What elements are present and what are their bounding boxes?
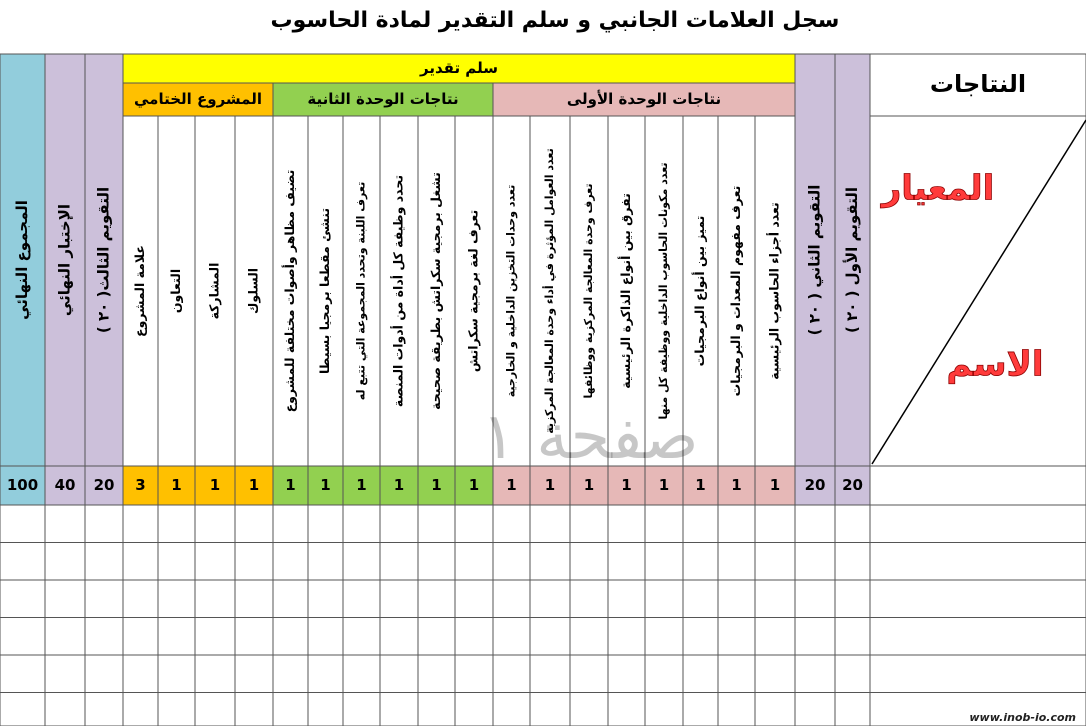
student-grade-cell [455,543,493,581]
student-grade-cell [273,580,308,618]
weight-value: 1 [285,476,296,494]
student-grade-cell [380,505,418,543]
student-grade-cell [308,655,343,693]
student-grade-cell [235,543,273,581]
student-grade-cell [530,655,570,693]
student-grade-cell [85,655,123,693]
student-name-cell [870,655,1086,693]
student-grade-cell [570,580,608,618]
column-header-label: التعاون [168,268,183,314]
weight-value: 1 [658,476,670,494]
student-grade-cell [530,505,570,543]
student-grade-cell [493,655,530,693]
student-grade-cell [795,655,835,693]
weight-value: 20 [842,476,863,494]
student-grade-cell [683,655,718,693]
student-grade-cell [795,543,835,581]
student-grade-cell [123,543,158,581]
student-grade-cell [380,543,418,581]
student-grade-cell [418,543,455,581]
student-grade-cell [530,543,570,581]
student-grade-cell [308,580,343,618]
student-grade-cell [235,655,273,693]
column-header-label: تعرف وحدة المعالجة المركزية ووظائفها [582,183,595,399]
student-grade-cell [835,505,870,543]
page-title: سجل العلامات الجانبي و سلم التقدير لمادة الحاسوب [270,8,840,33]
student-grade-cell [570,505,608,543]
column-header-label: التقويم الثالث( ٢٠ ) [94,186,113,334]
group-project-label: المشروع الختامي [133,90,263,108]
natajat-label: النتاجات [929,70,1027,98]
student-grade-cell [45,505,85,543]
student-grade-cell [123,580,158,618]
weight-value: 1 [506,476,517,494]
student-grade-cell [158,618,195,656]
weight-value: 20 [804,476,826,494]
student-grade-cell [158,505,195,543]
student-grade-cell [718,618,755,656]
student-grade-cell [235,618,273,656]
student-grade-cell [795,618,835,656]
student-grade-cell [755,505,795,543]
student-grade-cell [755,543,795,581]
student-grade-cell [493,505,530,543]
weight-value: 1 [583,476,595,494]
student-grade-cell [123,655,158,693]
student-grade-cell [455,655,493,693]
student-grade-cell [455,693,493,726]
student-grade-cell [235,693,273,726]
weight-value: 1 [731,476,742,494]
column-header-label: السلوك [245,267,261,315]
student-grade-cell [795,580,835,618]
student-grade-cell [835,580,870,618]
column-header-label: تنشئ مقطعا برمجيا بسيطا [317,207,332,375]
student-grade-cell [380,618,418,656]
student-grade-cell [570,655,608,693]
student-grade-cell [0,543,45,581]
student-grade-cell [195,580,235,618]
student-grade-cell [343,618,380,656]
column-header-label: التقويم الثاني ( ٢٠ ) [805,184,824,336]
student-grade-cell [308,543,343,581]
student-grade-cell [608,580,645,618]
student-grade-cell [380,580,418,618]
weight-value: 1 [468,476,480,494]
student-grade-cell [718,693,755,726]
student-grade-cell [645,580,683,618]
student-grade-cell [195,655,235,693]
name-label: الاسم [946,344,1044,385]
student-grade-cell [835,618,870,656]
student-grade-cell [755,618,795,656]
student-grade-cell [0,505,45,543]
weight-value: 1 [695,476,706,494]
student-grade-cell [418,693,455,726]
student-grade-cell [570,618,608,656]
weight-value: 1 [431,476,442,494]
student-grade-cell [755,580,795,618]
weight-value: 1 [171,476,182,494]
student-grade-cell [755,655,795,693]
column-header-label: تعدد وحدات التخزين الداخلية و الخارجية [504,184,518,398]
student-grade-cell [0,655,45,693]
student-name-cell [870,580,1086,618]
student-grade-cell [608,693,645,726]
student-grade-cell [718,505,755,543]
student-grade-cell [530,580,570,618]
student-grade-cell [0,580,45,618]
student-grade-cell [343,505,380,543]
student-grade-cell [85,543,123,581]
weight-value: 20 [93,476,115,494]
column-header-label: المجموع النهائي [13,200,31,320]
student-grade-cell [308,618,343,656]
column-header-label: تعرف اللبنة وتحدد المجموعة التي تتبع له [354,181,368,401]
weight-value: 100 [6,476,39,494]
weight-value: 1 [544,476,556,494]
weight-value: 40 [54,476,76,494]
student-grade-cell [85,618,123,656]
student-grade-cell [380,655,418,693]
student-grade-cell [683,618,718,656]
student-grade-cell [645,655,683,693]
website-footer: www.inob-io.com [969,711,1076,724]
student-grade-cell [718,543,755,581]
student-grade-cell [273,505,308,543]
student-grade-cell [645,618,683,656]
student-grade-cell [795,693,835,726]
student-grade-cell [683,693,718,726]
column-header-label: المشاركة [206,262,222,320]
student-grade-cell [45,543,85,581]
student-grade-cell [45,580,85,618]
student-grade-cell [455,580,493,618]
student-grade-cell [123,693,158,726]
student-grade-cell [570,543,608,581]
student-grade-cell [493,580,530,618]
column-header-label: علامة المشروع [132,245,147,337]
student-grade-cell [418,655,455,693]
column-header-label: تميز بين أنواع البرمجيات [692,215,707,367]
weight-value: 1 [393,476,405,494]
student-grade-cell [608,505,645,543]
weight-value: 3 [135,476,146,494]
column-header-label: تعرف لغة برمجية سكراتش [465,209,481,373]
column-header-label: التقويم الأول ( ٢٠ ) [843,186,861,334]
student-grade-cell [795,505,835,543]
column-header-label: تعدد أجزاء الحاسوب الرئيسية [766,202,782,380]
group-unit2-label: نتاجات الوحدة الثانية [307,90,459,108]
student-grade-cell [45,655,85,693]
student-grade-cell [85,505,123,543]
student-grade-cell [570,693,608,726]
weight-value: 1 [356,476,367,494]
student-grade-cell [683,580,718,618]
student-grade-cell [455,618,493,656]
column-header-label: تشغل برمجية سكراتش بطريقة صحيحة [428,172,443,410]
student-grade-cell [455,505,493,543]
student-grade-cell [273,693,308,726]
student-grade-cell [343,693,380,726]
column-header-label: تعرف مفهوم المعدات و البرمجيات [728,185,743,397]
page-watermark: صفحة ١ [481,400,699,474]
student-grade-cell [158,543,195,581]
student-grade-cell [195,618,235,656]
student-grade-cell [195,543,235,581]
student-grade-cell [343,580,380,618]
scale-header-label: سلم تقدير [420,59,498,77]
student-grade-cell [418,505,455,543]
student-grade-cell [85,580,123,618]
student-grade-cell [493,543,530,581]
student-grade-cell [645,505,683,543]
name-weight-cell [870,466,1086,505]
column-header-label: تفرق بين أنواع الذاكرة الرئيسية [618,193,633,389]
student-grade-cell [380,693,418,726]
student-grade-cell [608,618,645,656]
student-grade-cell [308,693,343,726]
student-grade-cell [755,693,795,726]
student-grade-cell [418,618,455,656]
weight-value: 1 [209,476,221,494]
student-grade-cell [493,693,530,726]
student-grade-cell [273,618,308,656]
student-grade-cell [493,618,530,656]
student-grade-cell [835,655,870,693]
student-grade-cell [343,655,380,693]
student-grade-cell [683,543,718,581]
criteria-label: المعيار [881,168,995,209]
student-grade-cell [835,693,870,726]
student-grade-cell [645,543,683,581]
student-grade-cell [45,693,85,726]
student-grade-cell [235,505,273,543]
student-grade-cell [195,505,235,543]
student-grade-cell [608,543,645,581]
student-grade-cell [158,580,195,618]
student-grade-cell [158,693,195,726]
column-header-label: تعدد مكونات الحاسوب الداخلية ووظيفة كل منها [657,162,670,420]
student-grade-cell [123,505,158,543]
student-grade-cell [530,618,570,656]
student-grade-cell [273,543,308,581]
student-grade-cell [195,693,235,726]
student-grade-cell [45,618,85,656]
student-grade-cell [0,618,45,656]
weight-value: 1 [621,476,632,494]
column-header-label: تضيف مظاهر وأصوات مختلفة للمشروع [282,169,297,413]
student-grade-cell [608,655,645,693]
student-name-cell [870,543,1086,581]
student-grade-cell [683,505,718,543]
student-grade-cell [308,505,343,543]
weight-value: 1 [248,476,260,494]
student-grade-cell [85,693,123,726]
student-grade-cell [645,693,683,726]
student-grade-cell [343,543,380,581]
student-name-cell [870,505,1086,543]
student-name-cell [870,618,1086,656]
column-header-label: تعدد العوامل المؤثرة في أداء وحدة المعالجة المركزية [543,148,556,434]
student-grade-cell [718,655,755,693]
student-grade-cell [0,693,45,726]
student-grade-cell [530,693,570,726]
weight-value: 1 [769,476,781,494]
student-grade-cell [123,618,158,656]
student-grade-cell [835,543,870,581]
student-grade-cell [418,580,455,618]
weight-value: 1 [320,476,331,494]
student-grade-cell [273,655,308,693]
group-unit1-label: نتاجات الوحدة الأولى [566,90,722,108]
student-grade-cell [718,580,755,618]
student-grade-cell [235,580,273,618]
column-header-label: تحدد وظيفة كل أداة من أدوات المنصة [390,174,406,408]
student-grade-cell [158,655,195,693]
column-header-label: الإختبار النهائي [55,203,74,317]
